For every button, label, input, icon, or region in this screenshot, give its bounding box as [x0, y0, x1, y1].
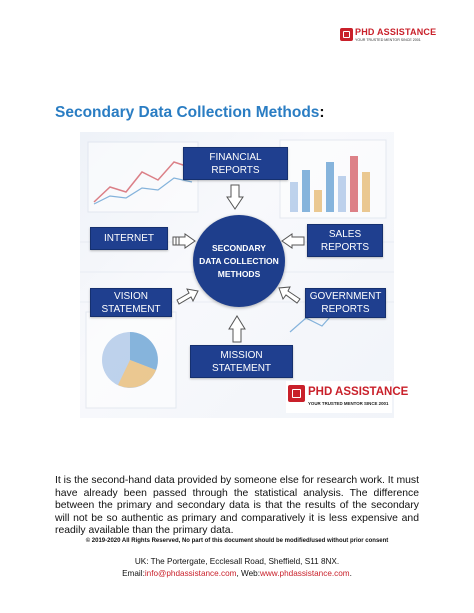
diagram-logo-tagline: YOUR TRUSTED MENTOR SINCE 2001 [308, 401, 389, 406]
diagram-logo-name: PHD ASSISTANCE [308, 386, 409, 398]
footer-contact [0, 556, 474, 580]
web-link[interactable]: www.phdassistance.com [259, 569, 350, 578]
email-label: Email: [122, 569, 145, 578]
arrow-right-icon [172, 233, 196, 249]
page-title-colon: : [319, 104, 325, 121]
web-label: , Web: [236, 569, 260, 578]
header-tagline: YOUR TRUSTED MENTOR SINCE 2001 [355, 38, 421, 42]
footer-end-period: . [349, 569, 352, 578]
arrow-up-icon [228, 315, 246, 343]
diagram-logo [286, 381, 409, 413]
arrow-left-icon [281, 233, 305, 249]
footer-address: UK: The Portergate, Ecclesall Road, Sheffield, S11 8NX. [134, 557, 340, 566]
header-logo [340, 27, 437, 45]
page-title [55, 104, 325, 122]
brand-mark-icon [340, 28, 353, 41]
copyright-notice: © 2019-2020 All Rights Reserved, No part of this document should be modified/used without prior consent [85, 538, 389, 544]
mission-statement-box: MISSION STATEMENT [190, 345, 293, 378]
arrow-up-right-icon [175, 288, 199, 308]
center-label-line-2: DATA COLLECTION [199, 255, 279, 266]
internet-box: INTERNET [90, 227, 168, 250]
government-reports-box: GOVERNMENT REPORTS [305, 288, 386, 318]
vision-statement-box: VISION STATEMENT [90, 288, 172, 317]
email-link[interactable]: info@phdassistance.com [144, 569, 237, 578]
footer-links-line [0, 568, 474, 580]
body-paragraph: It is the second-hand data provided by someone else for research work. It must have already been passed through the statistical analysis. The difference between the primary and secondary data is that the results of the secondary will not be so authentic as primary and comparatively it is less expensive and readily available than the primary data. [55, 475, 419, 537]
financial-reports-box: FINANCIAL REPORTS [183, 147, 288, 180]
header-brand-name: PHD ASSISTANCE [355, 27, 437, 37]
center-label-line-1: SECONDARY [211, 242, 266, 253]
arrow-up-left-icon [278, 285, 302, 307]
page-title-text: Secondary Data Collection Methods [55, 104, 320, 121]
brand-mark-icon [288, 385, 305, 402]
center-circle [193, 215, 285, 307]
center-label-line-3: METHODS [217, 268, 261, 279]
sales-reports-box: SALES REPORTS [307, 224, 383, 257]
arrow-down-icon [226, 184, 244, 210]
